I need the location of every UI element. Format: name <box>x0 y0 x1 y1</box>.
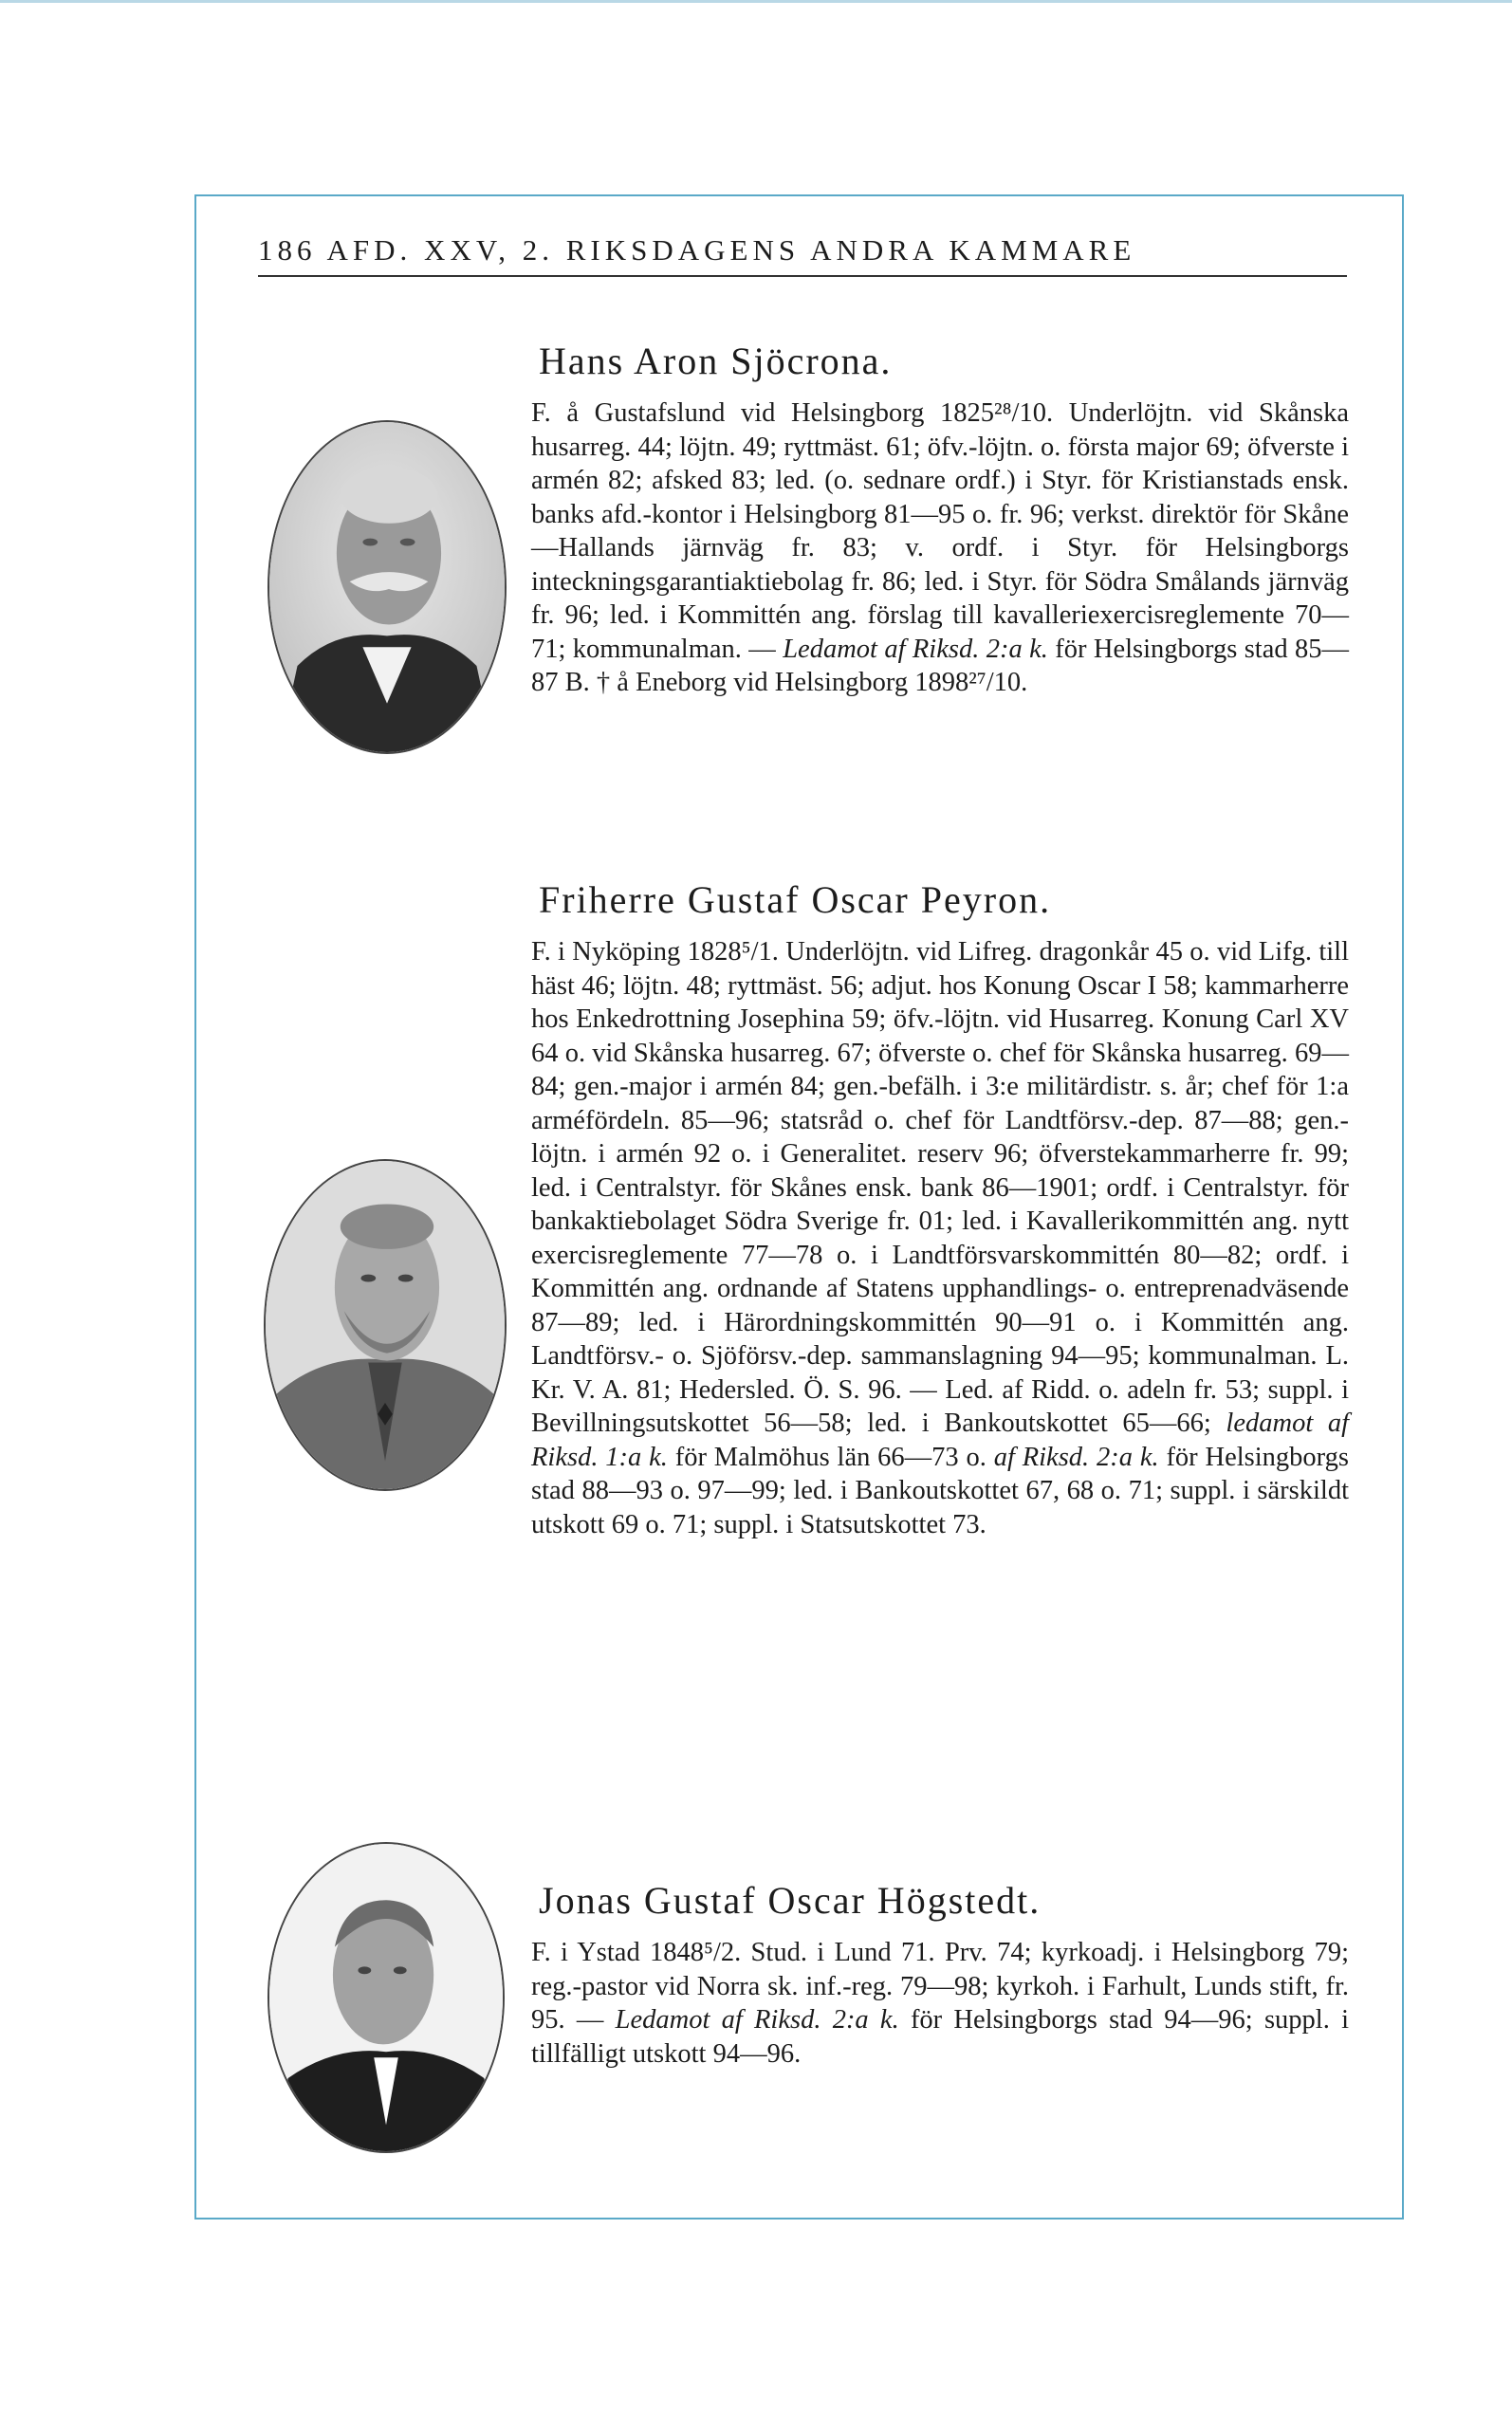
page-top-edge <box>0 0 1512 3</box>
entry-text: F. i Ystad 1848⁵/2. Stud. i Lund 71. Prv. 74; kyrkoadj. i Helsingborg 79; reg.-pastor vid Norra sk. inf.-reg. 79—98; kyrkoh. i Farhult, Lunds stift, fr. 95. — Ledamot af Riksd. 2:a k. för Helsingborgs stad 94—96; suppl. i tillfälligt utskott 94—96. <box>531 1938 1349 2069</box>
entry-hogstedt <box>531 1878 1349 2071</box>
portrait-photo-hogstedt <box>267 1842 505 2153</box>
entry-name: Friherre Gustaf Oscar Peyron. <box>539 878 1052 921</box>
entry-text: F. å Gustafslund vid Helsingborg 1825²⁸/10. Underlöjtn. vid Skånska husarreg. 44; löjtn. 49; ryttmäst. 61; öfv.-löjtn. o. första major 69; öfverste i armén 82; afsked 83; led. (o. sednare ordf.) i Styr. för Kristianstads ensk. banks afd.-kontor i Helsingborg 81—95 o. fr. 96; verkst. direktör för Skåne—Hallands järnväg fr. 83; v. ordf. i Styr. för Helsingborgs inteckningsgarantiaktiebolag fr. 86; led. i Styr. för Södra Smålands järnväg fr. 96; led. i Kommittén ang. förslag till kavalleriexercisreglemente 70—71; kommunalman. — Ledamot af Riksd. 2:a k. för Helsingborgs stad 85—87 B. † å Eneborg vid Helsingborg 1898²⁷/10. <box>531 398 1350 697</box>
page-header: 186 AFD. XXV, 2. RIKSDAGENS ANDRA KAMMARE <box>258 233 1136 267</box>
header-rule <box>258 275 1347 277</box>
entry-name: Jonas Gustaf Oscar Högstedt. <box>539 1879 1042 1922</box>
entry-text: F. i Nyköping 1828⁵/1. Underlöjtn. vid Lifreg. dragonkår 45 o. vid Lifg. till häst 46; löjtn. 48; ryttmäst. 56; adjut. hos Konung Oscar I 58; kammarherre hos Enkedrottning Josephina 59; öfv.-löjtn. vid Husarreg. Konung Carl XV 64 o. vid Skånska husarreg. 67; öfverste o. chef för Skånska husarreg. 69—84; gen.-major i armén 84; gen.-befälh. i 3:e militärdistr. s. år; chef för 1:a arméfördeln. 85—96; statsråd o. chef för Landtförsv.-dep. 87—88; gen.-löjtn. i armén 92 o. i Generalitet. reserv 96; öfverstekammarherre fr. 99; led. i Centralstyr. för Skånes ensk. bank 86—1901; ordf. i Centralstyr. för bankaktiebolaget Södra Sverige fr. 01; led. i Kavallerikommittén ang. nytt exercisreglemente 77—78 o. i Landtförsvarskommittén 80—82; ordf. i Kommittén ang. ordnande af Statens upphandlings- o. entreprenadväsende 87—89; led. i Härordningskommittén 90—91 o. i Kommittén ang. Landtförsv.- o. Sjöförsv.-dep. sammanslagning 94—95; kommunalman. L. Kr. V. A. 81; Hedersled. Ö. S. 96. — Led. af Ridd. o. adeln fr. 53; suppl. i Bevillningsutskottet 56—58; led. i Bankoutskottet 65—66; ledamot af Riksd. 1:a k. för Malmöhus län 66—73 o. af Riksd. 2:a k. för Helsingborgs stad 88—93 o. 97—99; led. i Bankoutskottet 67, 68 o. 71; suppl. i särskildt utskott 69 o. 71; suppl. i Statsutskottet 73. <box>531 937 1349 1539</box>
entry-peyron <box>531 877 1349 1541</box>
portrait-photo-sjocrona <box>267 420 507 754</box>
portrait-photo-peyron <box>264 1159 507 1491</box>
entry-name: Hans Aron Sjöcrona. <box>539 340 893 382</box>
entry-sjocrona <box>531 339 1349 700</box>
